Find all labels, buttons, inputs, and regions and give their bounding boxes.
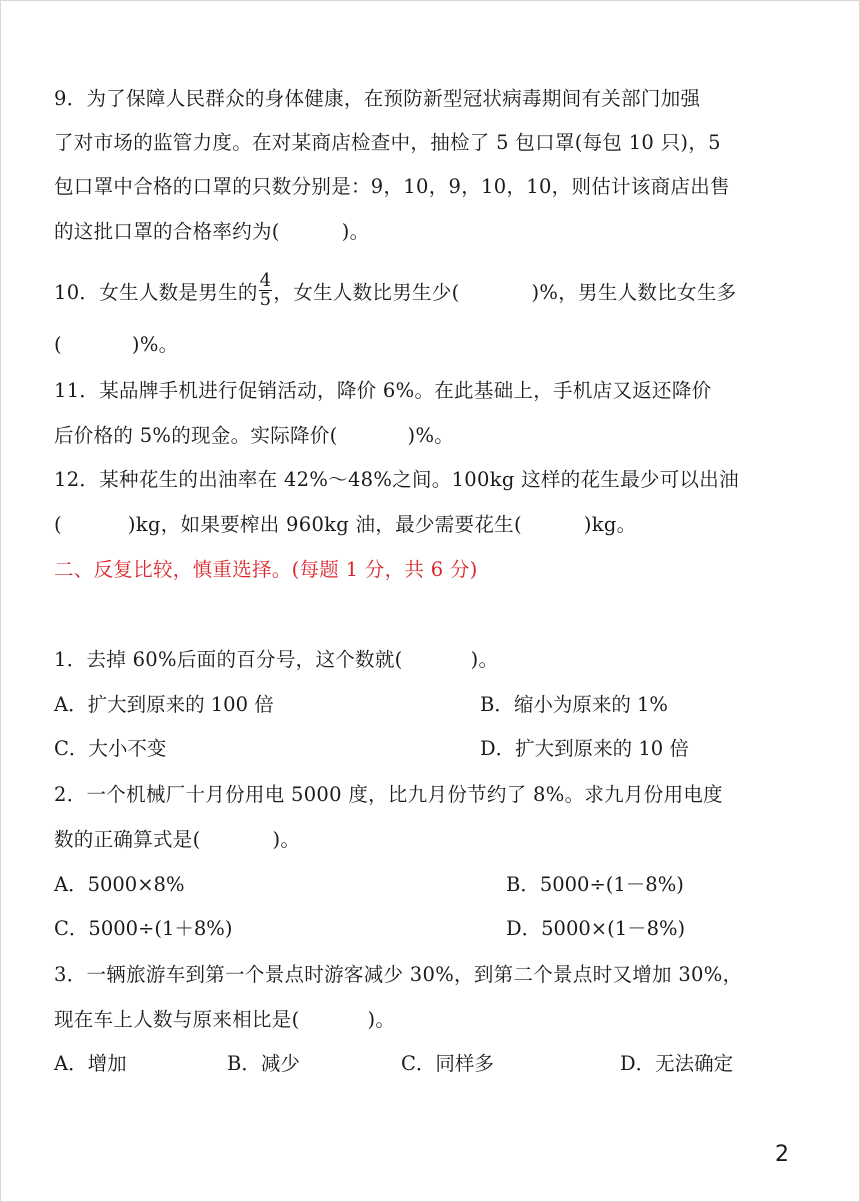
fraction-numerator: 4 (259, 270, 272, 291)
fraction-denominator: 5 (259, 289, 272, 310)
q9-text: 的这批口罩的合格率约为( (54, 220, 280, 243)
section-2-heading: 二、反复比较，慎重选择。(每题 1 分，共 6 分) (54, 558, 478, 581)
q11-text-end: )%。 (407, 424, 455, 447)
q12-text-c: )kg。 (583, 513, 637, 536)
q10-line-2 (54, 331, 178, 359)
choice-q1-stem (54, 646, 498, 674)
choice-q2-line-1: 2．一个机械厂十月份用电 5000 度，比九月份节约了 8%。求九月份用电度 (54, 783, 723, 806)
choice-q3-text: 现在车上人数与原来相比是( (54, 1008, 300, 1031)
q9-line-3: 包口罩中合格的口罩的只数分别是：9，10，9，10，10，则估计该商店出售 (54, 175, 730, 198)
choice-q3-line-2 (54, 1006, 395, 1034)
q10-text-e: )%。 (131, 333, 179, 356)
q12-line-1: 12．某种花生的出油率在 42%～48%之间。100kg 这样的花生最少可以出油 (54, 468, 739, 491)
q10-text-d: ( (54, 333, 62, 356)
q12-text-b: )kg，如果要榨出 960kg 油，最少需要花生( (127, 513, 522, 536)
q9-line-1: 9．为了保障人民群众的身体健康，在预防新型冠状病毒期间有关部门加强 (54, 87, 701, 110)
q9-line-2: 了对市场的监管力度。在对某商店检查中，抽检了 5 包口罩(每包 10 只)，5 (54, 131, 721, 154)
choice-q1-option-c[interactable]: C．大小不变 (54, 737, 167, 760)
choice-q2-option-d[interactable]: D．5000×(1－8%) (506, 917, 686, 940)
q10-text-a: 10．女生人数是男生的 (54, 281, 258, 304)
choice-q3-option-c[interactable]: C．同样多 (401, 1052, 494, 1075)
q10-text-c: )%，男生人数比女生多 (531, 281, 737, 304)
choice-q2-option-b[interactable]: B．5000÷(1－8%) (506, 873, 684, 896)
choice-q3-option-d[interactable]: D．无法确定 (620, 1052, 734, 1075)
choice-q1-option-b[interactable]: B．缩小为原来的 1% (480, 693, 668, 716)
q11-line-2 (54, 422, 454, 450)
choice-q3-line-1: 3．一辆旅游车到第一个景点时游客减少 30%，到第二个景点时又增加 30%， (54, 963, 743, 986)
choice-q1-text-end: )。 (470, 648, 499, 671)
choice-q1-text: 1．去掉 60%后面的百分号，这个数就( (54, 648, 403, 671)
q9-line-4 (54, 218, 369, 246)
q11-line-1: 11．某品牌手机进行促销活动，降价 6%。在此基础上，手机店又返还降价 (54, 379, 712, 402)
q10-line-1 (54, 270, 737, 312)
choice-q1-option-a[interactable]: A．扩大到原来的 100 倍 (54, 693, 274, 716)
q10-text-b: ，女生人数比男生少( (273, 281, 460, 304)
q9-text-end: )。 (341, 220, 370, 243)
choice-q1-option-d[interactable]: D．扩大到原来的 10 倍 (480, 737, 689, 760)
choice-q3-option-b[interactable]: B．减少 (227, 1052, 300, 1075)
q12-line-2 (54, 511, 636, 539)
page-number: 2 (775, 1142, 789, 1167)
choice-q2-option-a[interactable]: A．5000×8% (54, 873, 185, 896)
choice-q2-text: 数的正确算式是( (54, 828, 201, 851)
q12-text-a: ( (54, 513, 62, 536)
choice-q2-text-end: )。 (272, 828, 301, 851)
choice-q2-option-c[interactable]: C．5000÷(1＋8%) (54, 917, 233, 940)
fraction-four-fifths (259, 272, 273, 309)
choice-q3-option-a[interactable]: A．增加 (54, 1052, 127, 1075)
choice-q2-line-2 (54, 826, 300, 854)
choice-q3-text-end: )。 (367, 1008, 396, 1031)
q11-text: 后价格的 5%的现金。实际降价( (54, 424, 338, 447)
